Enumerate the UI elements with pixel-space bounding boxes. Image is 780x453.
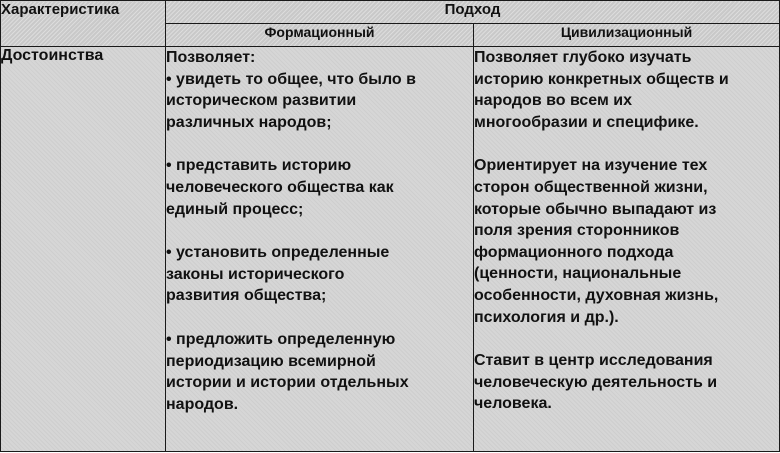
text-line: народов. bbox=[166, 395, 239, 413]
text-line: (ценности, национальные bbox=[474, 265, 682, 283]
header-civilizational: Цивилизационный bbox=[474, 24, 780, 47]
civilizational-cell bbox=[474, 47, 780, 452]
text-line: поля зрения сторонников bbox=[474, 222, 680, 240]
civilizational-item bbox=[474, 47, 779, 133]
text-line: • представить историю bbox=[166, 157, 352, 175]
text-line: человека. bbox=[474, 395, 552, 413]
text-line: • предложить определенную bbox=[166, 330, 396, 348]
text-line: историческом развитии bbox=[166, 92, 357, 110]
text-line: • установить определенные bbox=[166, 244, 390, 262]
text-line: человеческого общества как bbox=[166, 178, 394, 196]
text-line: особенности, духовная жизнь, bbox=[474, 286, 719, 304]
formational-item bbox=[166, 47, 473, 133]
text-line: периодизацию всемирной bbox=[166, 352, 376, 370]
header-approach: Подход bbox=[166, 1, 780, 24]
text-line: психология и др.). bbox=[474, 308, 619, 326]
table-row bbox=[1, 47, 780, 452]
civilizational-item bbox=[474, 155, 779, 328]
formational-item bbox=[166, 155, 473, 220]
header-row bbox=[1, 1, 780, 24]
text-line: различных народов; bbox=[166, 113, 332, 131]
row-label: Достоинства bbox=[1, 47, 166, 452]
text-line: Ставит в центр исследования bbox=[474, 352, 713, 370]
formational-item bbox=[166, 242, 473, 307]
formational-cell bbox=[166, 47, 474, 452]
text-line: историю конкретных обществ и bbox=[474, 70, 729, 88]
text-line: формационного подхода bbox=[474, 243, 674, 261]
header-characteristic: Характеристика bbox=[1, 1, 166, 47]
text-line: истории и истории отдельных bbox=[166, 374, 409, 392]
text-line: Позволяет: bbox=[166, 49, 256, 66]
text-line: многообразии и специфике. bbox=[474, 113, 699, 131]
header-formational: Формационный bbox=[166, 24, 474, 47]
text-line: единый процесс; bbox=[166, 200, 304, 218]
text-line: которые обычно выпадают из bbox=[474, 200, 717, 218]
formational-item bbox=[166, 329, 473, 415]
text-line: человеческую деятельность и bbox=[474, 373, 718, 391]
civilizational-item bbox=[474, 350, 779, 415]
text-line: Ориентирует на изучение тех bbox=[474, 157, 708, 175]
text-line: развития общества; bbox=[166, 287, 327, 305]
text-line: • увидеть то общее, что было в bbox=[166, 70, 416, 88]
text-line: народов во всем их bbox=[474, 92, 632, 110]
text-line: законы исторического bbox=[166, 265, 345, 283]
text-line: сторон общественной жизни, bbox=[474, 178, 708, 196]
text-line: Позволяет глубоко изучать bbox=[474, 49, 692, 66]
